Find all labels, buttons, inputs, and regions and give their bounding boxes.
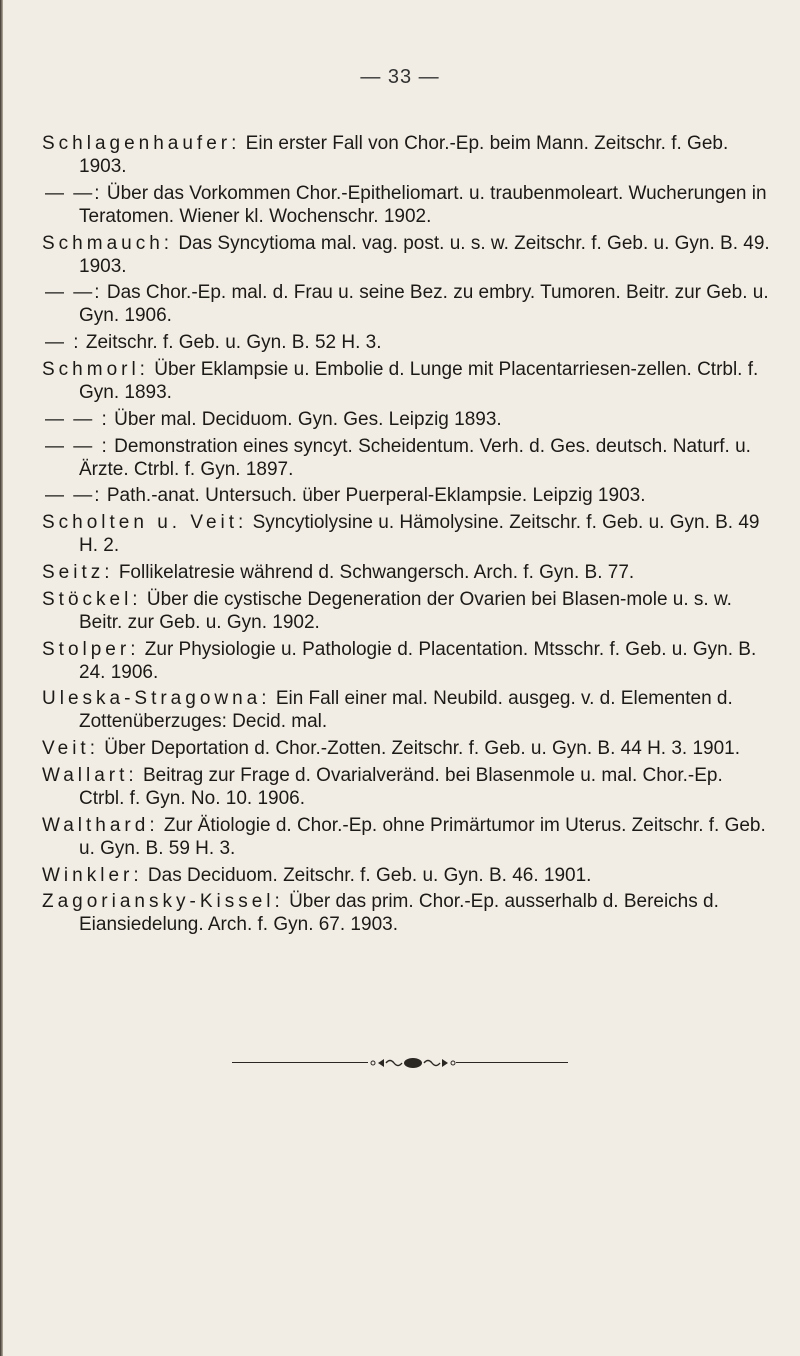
reference-author: — — : (45, 435, 109, 457)
reference-entry (42, 484, 770, 507)
reference-entry (42, 687, 770, 733)
reference-author: Zagoriansky-Kissel: (42, 891, 284, 913)
reference-text: Beitrag zur Frage d. Ovarialveränd. bei Blasenmole u. mal. Chor.-Ep. Ctrbl. f. Gyn. No. 10. 1906. (79, 764, 723, 809)
reference-entry (42, 132, 770, 178)
reference-text: Zur Physiologie u. Pathologie d. Placentation. Mtsschr. f. Geb. u. Gyn. B. 24. 1906. (79, 638, 757, 683)
reference-entry (42, 814, 770, 860)
reference-entry (42, 408, 770, 431)
reference-author: Schlagenhaufer: (42, 133, 241, 154)
reference-author: — —: (45, 182, 102, 204)
reference-author: Wallart: (42, 764, 138, 786)
reference-author: — —: (45, 485, 102, 507)
reference-text: Zeitschr. f. Geb. u. Gyn. B. 52 H. 3. (85, 332, 382, 354)
reference-author: Winkler: (42, 864, 143, 886)
reference-entry (42, 737, 770, 760)
reference-entry (42, 890, 770, 936)
reference-author: — — : (45, 408, 109, 430)
reference-text: Über Eklampsie u. Embolie d. Lunge mit Placentarriesen-zellen. Ctrbl. f. Gyn. 1893. (79, 358, 759, 403)
divider-rule-right (456, 1062, 568, 1063)
reference-entry (42, 331, 770, 354)
reference-entry (42, 764, 770, 810)
reference-author: Stolper: (42, 638, 140, 660)
reference-author: Schmorl: (42, 358, 149, 380)
reference-author: — —: (45, 282, 102, 304)
reference-text: Follikelatresie während d. Schwangersch. Arch. f. Gyn. B. 77. (118, 561, 635, 583)
reference-entry (42, 638, 770, 684)
reference-text: Zur Ätiologie d. Chor.-Ep. ohne Primärtumor im Uterus. Zeitschr. f. Geb. u. Gyn. B. 59 H. 3. (79, 814, 766, 859)
reference-text: Das Syncytioma mal. vag. post. u. s. w. Zeitschr. f. Geb. u. Gyn. B. 49. 1903. (79, 232, 770, 277)
reference-entry (42, 435, 770, 481)
reference-entry (42, 511, 770, 557)
reference-text: Das Deciduom. Zeitschr. f. Geb. u. Gyn. B. 46. 1901. (147, 864, 592, 886)
reference-list (42, 132, 770, 940)
reference-entry (42, 182, 770, 228)
reference-text: Ein Fall einer mal. Neubild. ausgeg. v. d. Elementen d. Zottenüberzuges: Decid. mal. (79, 688, 733, 733)
reference-text: Demonstration eines syncyt. Scheidentum. Verh. d. Ges. deutsch. Naturf. u. Ärzte. Ctrbl. f. Gyn. 1897. (79, 435, 751, 480)
reference-entry (42, 561, 770, 584)
reference-author: — : (45, 332, 81, 354)
reference-text: Über die cystische Degeneration der Ovarien bei Blasen-mole u. s. w. Beitr. zur Geb. u. Gyn. 1902. (79, 588, 732, 633)
reference-author: Walthard: (42, 814, 159, 836)
reference-text: Über das Vorkommen Chor.-Epitheliomart. u. traubenmoleart. Wucherungen in Teratomen. Wiener kl. Wochenschr. 1902. (79, 182, 767, 227)
reference-text: Über Deportation d. Chor.-Zotten. Zeitschr. f. Geb. u. Gyn. B. 44 H. 3. 1901. (104, 738, 741, 760)
reference-text: Über mal. Deciduom. Gyn. Ges. Leipzig 1893. (114, 408, 502, 430)
page-edge-shadow (0, 0, 3, 1356)
reference-entry (42, 232, 770, 278)
reference-text: Das Chor.-Ep. mal. d. Frau u. seine Bez. zu embry. Tumoren. Beitr. zur Geb. u. Gyn. 1906. (79, 282, 769, 327)
reference-author: Veit: (42, 738, 99, 760)
reference-entry (42, 281, 770, 327)
reference-author: Uleska-Stragowna: (42, 688, 271, 710)
page-number: — 33 — (360, 66, 440, 88)
reference-entry (42, 588, 770, 634)
reference-author: Schmauch: (42, 232, 174, 254)
reference-text: Path.-anat. Untersuch. über Puerperal-Eklampsie. Leipzig 1903. (106, 485, 646, 507)
reference-entry (42, 358, 770, 404)
reference-author: Seitz: (42, 561, 114, 583)
reference-text: Über das prim. Chor.-Ep. ausserhalb d. Bereichs d. Eiansiedelung. Arch. f. Gyn. 67. 1903. (79, 891, 719, 936)
ornamental-divider (232, 1056, 568, 1070)
divider-rule-left (232, 1062, 368, 1063)
reference-author: Scholten u. Veit: (42, 512, 248, 534)
reference-text: Syncytiolysine u. Hämolysine. Zeitschr. f. Geb. u. Gyn. B. 49 H. 2. (79, 512, 760, 557)
ornamental-divider-icon (370, 1056, 456, 1070)
reference-text: Ein erster Fall von Chor.-Ep. beim Mann. Zeitschr. f. Geb. 1903. (79, 133, 729, 177)
reference-author: Stöckel: (42, 588, 142, 610)
reference-entry (42, 864, 770, 887)
